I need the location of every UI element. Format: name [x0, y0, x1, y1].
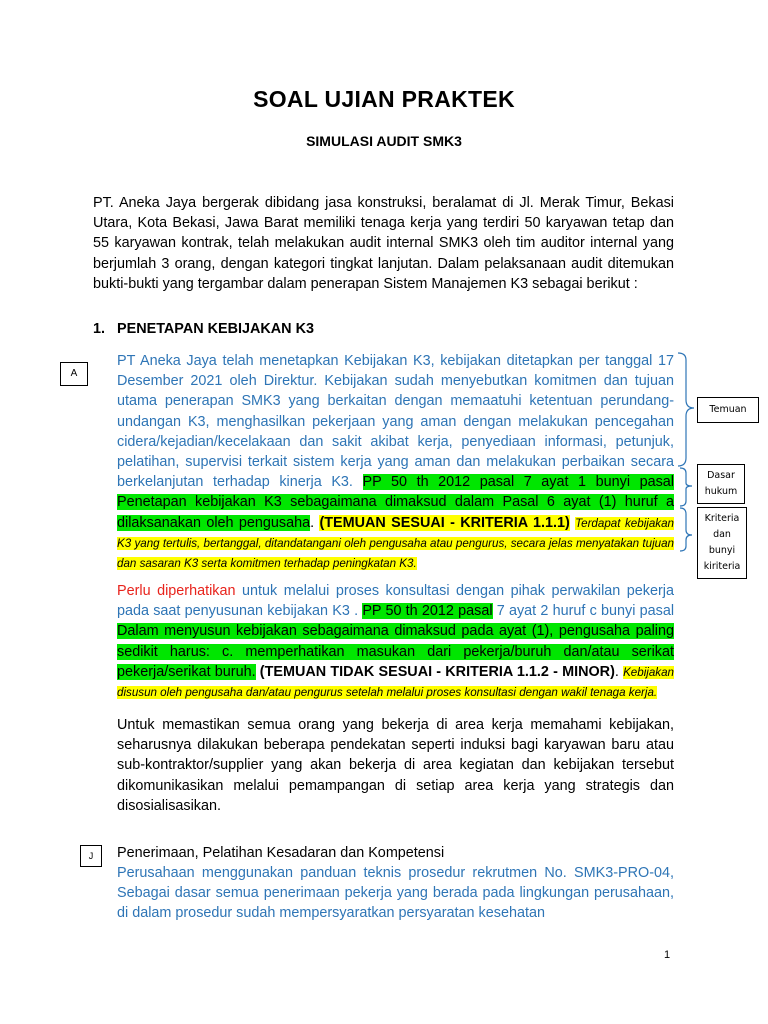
criteria-text-1: Terdapat kebijakan K3 yang tertulis, bertanggal, ditandatangani oleh pengusaha atau pengurus, secara jelas menyatakan tujuan dan sasaran K3 serta komitmen terhadap peningkatan K3.: [117, 516, 674, 571]
annotation-kriteria: [697, 507, 747, 579]
section-1-title: PENETAPAN KEBIJAKAN K3: [117, 321, 314, 337]
annotation-dasar-hukum: [697, 464, 745, 504]
annotation-kriteria-line4: kiriteria: [703, 561, 741, 572]
section-1-heading: [93, 321, 314, 337]
p2-dot: .: [614, 663, 619, 680]
marker-j: J: [80, 845, 102, 867]
document-title: SOAL UJIAN PRAKTEK: [253, 86, 515, 112]
legal-basis-article-2: 7 ayat 2 huruf c bunyi pasal: [496, 603, 675, 620]
bracket-temuan: [678, 353, 694, 466]
annotation-temuan: Temuan: [697, 397, 759, 423]
kebijakan-paragraph-1: [117, 351, 674, 573]
legal-basis-text-2: Dalam menyusun kebijakan sebagaimana dimaksud pada ayat (1), pengusaha paling sedikit harus: c. memperhatikan masukan dari pekerja/buruh dan/atau serikat pekerja/serikat buruh.: [117, 623, 674, 680]
section-1-number: 1.: [93, 321, 106, 337]
kebijakan-paragraph-2: [117, 581, 674, 702]
annotation-kriteria-line3: bunyi: [708, 545, 736, 556]
kebijakan-finding-text: PT Aneka Jaya telah menetapkan Kebijakan K3, kebijakan ditetapkan per tanggal 17 Desember 2021 oleh Direktur. Kebijakan sudah menyebutkan komitmen dan tujuan utama penerapan SMK3 yang berkaitan dengan memaatuhi ketentuan perundang-undangan K3, menghasilkan pekerjaan yang aman dengan melakukan pencegahan cidera/kejadian/kecelakaan dan sakit akibat kerja, penyediaan informasi, petunjuk, pelatihan, supervisi terkait sistem kerja yang aman dan melakukan perbaikan secara berkelanjutan terhadap kinerja K3.: [117, 353, 674, 491]
consultation-text: untuk melalui proses konsultasi dengan pihak perwakilan pekerja pada saat penyusunan kebijakan K3 .: [117, 583, 674, 620]
annotation-dasar-line1: Dasar: [707, 470, 735, 481]
bracket-kriteria: [680, 508, 692, 551]
finding-label-2: (TEMUAN TIDAK SESUAI - KRITERIA 1.1.2 - MINOR): [259, 663, 615, 680]
finding-label-1: (TEMUAN SESUAI - KRITERIA 1.1.1): [319, 514, 570, 531]
legal-basis-text-1: PP 50 th 2012 pasal 7 ayat 1 bunyi pasal Penetapan kebijakan K3 sebagaimana dimaksud dalam Pasal 6 ayat (1) huruf a dilaksanakan oleh pengusaha: [117, 474, 674, 531]
kebijakan-paragraph-3: Untuk memastikan semua orang yang bekerja di area kerja memahami kebijakan, seharusnya dilakukan beberapa pendekatan seperti induksi bagi karyawan baru atau sub-kontraktor/supplier yang akan bekerja di area kegiatan dan kebijakan tersebut dikomunikasikan melalui pemampangan di setiap area kerja yang strategis dan disosialisasikan.: [117, 717, 674, 814]
legal-basis-ref-2: PP 50 th 2012 pasal: [362, 603, 493, 620]
page-number: 1: [664, 949, 671, 961]
intro-paragraph: PT. Aneka Jaya bergerak dibidang jasa konstruksi, beralamat di Jl. Merak Timur, Bekasi Utara, Kota Bekasi, Jawa Barat memiliki tenaga kerja yang terdiri 50 karyawan tetap dan 55 karyawan kontrak, telah melakukan audit internal SMK3 oleh tim auditor internal yang berjumlah 3 orang, dengan kategori tingkat lanjutan. Dalam pelaksanaan audit ditemukan bukti-bukti yang tergambar dalam penerapan Sistem Manajemen K3 sebagai berikut :: [93, 195, 674, 292]
p1-dot: .: [310, 514, 315, 531]
marker-a: A: [60, 362, 88, 386]
attention-label: Perlu diperhatikan: [117, 583, 236, 599]
section-j-heading: Penerimaan, Pelatihan Kesadaran dan Kompetensi: [117, 845, 445, 861]
annotation-dasar-line2: hukum: [704, 486, 738, 497]
document-subtitle: SIMULASI AUDIT SMK3: [306, 133, 462, 149]
bracket-dasar-hukum: [680, 468, 692, 506]
section-j-text: Perusahaan menggunakan panduan teknis prosedur rekrutmen No. SMK3-PRO-04, Sebagai dasar semua penerimaan pekerja yang berada pada lingkungan perusahaan, di dalam prosedur sudah mempersyaratkan persyaratan kesehatan: [117, 865, 674, 922]
annotation-kriteria-line2: dan: [713, 529, 731, 540]
criteria-text-2: Kebijakan disusun oleh pengusaha dan/atau pengurus setelah melalui proses konsultasi dengan wakil tenaga kerja.: [117, 665, 674, 700]
annotation-kriteria-line1: Kriteria: [704, 513, 740, 524]
